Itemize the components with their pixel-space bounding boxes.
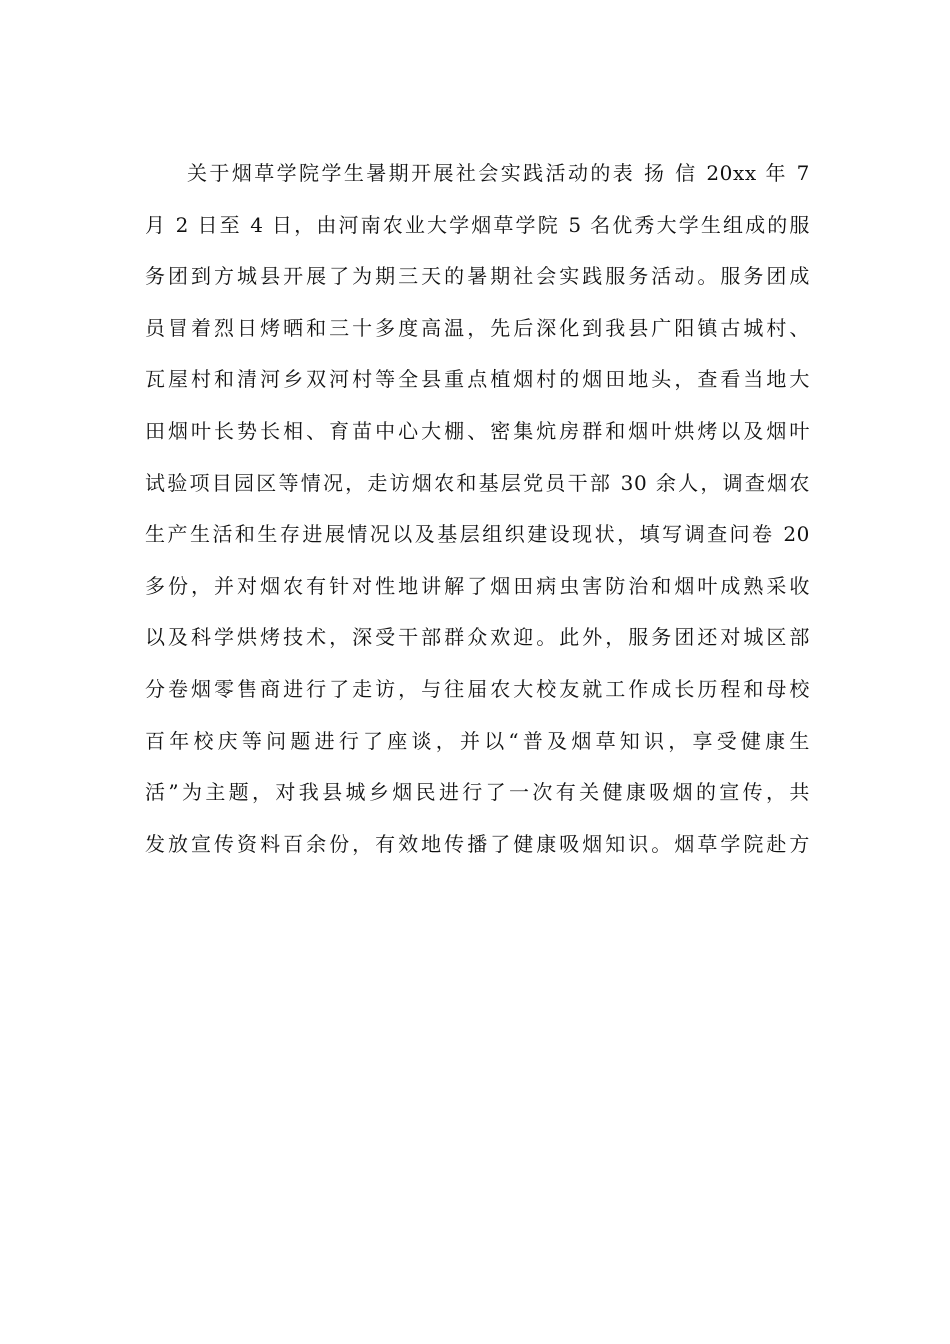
paragraph-line: 百年校庆等问题进行了座谈，并以“普及烟草知识，享受健康生 — [145, 728, 810, 753]
paragraph-line: 试验项目园区等情况，走访烟农和基层党员干部 30 余人，调查烟农 — [145, 470, 810, 495]
paragraph-line: 活”为主题，对我县城乡烟民进行了一次有关健康吸烟的宣传，共 — [145, 780, 810, 805]
paragraph-line: 务团到方城县开展了为期三天的暑期社会实践服务活动。服务团成 — [145, 264, 810, 289]
paragraph-line: 分卷烟零售商进行了走访，与往届农大校友就工作成长历程和母校 — [145, 676, 810, 701]
paragraph-line: 月 2 日至 4 日，由河南农业大学烟草学院 5 名优秀大学生组成的服 — [145, 212, 810, 237]
paragraph-line: 以及科学烘烤技术，深受干部群众欢迎。此外，服务团还对城区部 — [145, 625, 810, 650]
paragraph-line: 关于烟草学院学生暑期开展社会实践活动的表 扬 信 20xx 年 7 — [187, 161, 810, 185]
paragraph-line: 员冒着烈日烤晒和三十多度高温，先后深化到我县广阳镇古城村、 — [145, 315, 810, 340]
paragraph-line: 瓦屋村和清河乡双河村等全县重点植烟村的烟田地头，查看当地大 — [145, 367, 810, 392]
paragraph-line: 多份，并对烟农有针对性地讲解了烟田病虫害防治和烟叶成熟采收 — [145, 573, 810, 598]
paragraph-line: 发放宣传资料百余份，有效地传播了健康吸烟知识。烟草学院赴方 — [145, 831, 810, 856]
paragraph-line: 田烟叶长势长相、育苗中心大棚、密集炕房群和烟叶烘烤以及烟叶 — [145, 418, 810, 443]
paragraph-line: 生产生活和生存进展情况以及基层组织建设现状，填写调查问卷 20 — [145, 522, 810, 547]
body-paragraph — [145, 148, 810, 870]
